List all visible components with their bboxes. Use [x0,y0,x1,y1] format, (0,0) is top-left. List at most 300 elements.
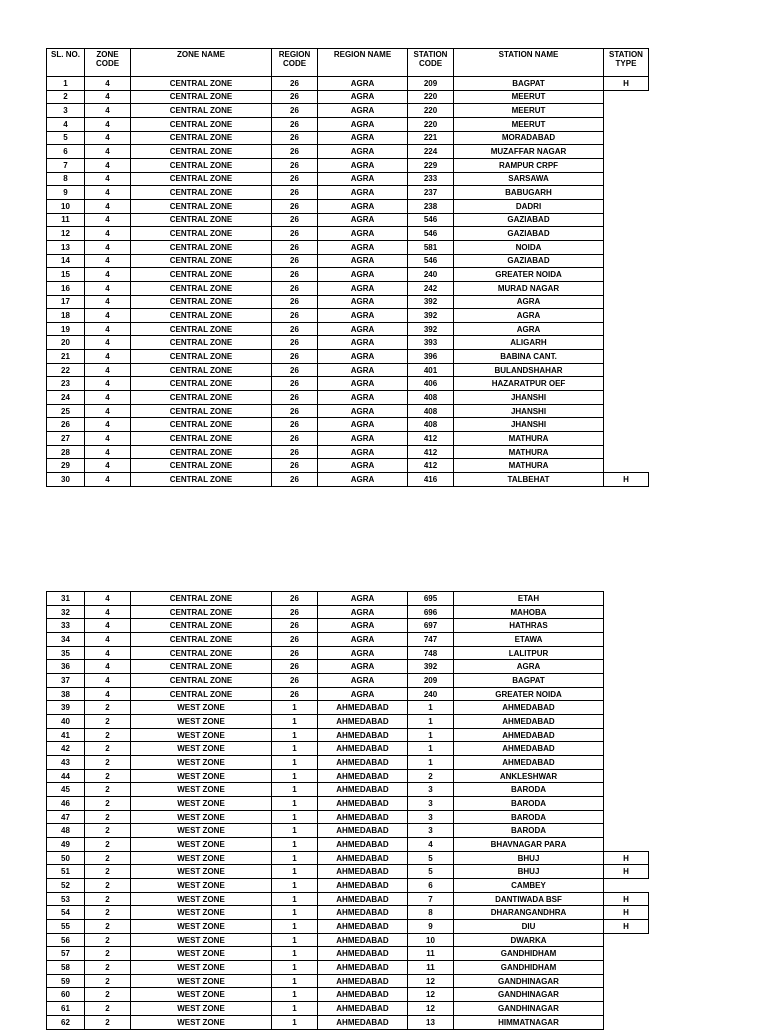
cell-station-type [604,947,649,961]
cell-station-code: 3 [408,810,454,824]
cell-station-code: 10 [408,933,454,947]
cell-region-code: 26 [272,240,318,254]
cell-zone-name: CENTRAL ZONE [131,633,272,647]
cell-region-code: 1 [272,797,318,811]
cell-region-name: AHMEDABAD [318,838,408,852]
cell-station-type [604,728,649,742]
cell-zone-name: WEST ZONE [131,715,272,729]
table-row [47,432,649,446]
cell-region-name: AGRA [318,227,408,241]
table-row [47,199,649,213]
cell-region-code: 26 [272,104,318,118]
cell-station-name: ETAH [454,592,604,606]
cell-station-type [604,350,649,364]
cell-station-code: 8 [408,906,454,920]
cell-region-name: AHMEDABAD [318,879,408,893]
table-row [47,838,649,852]
cell-zone-code: 4 [85,350,131,364]
cell-station-type [604,797,649,811]
cell-sl-no: 23 [47,377,85,391]
cell-region-code: 26 [272,131,318,145]
cell-region-name: AHMEDABAD [318,906,408,920]
cell-station-name: GREATER NOIDA [454,268,604,282]
cell-sl-no: 26 [47,418,85,432]
cell-station-type [604,268,649,282]
table-row [47,445,649,459]
header-station-code: STATION CODE [408,49,454,77]
cell-station-code: 1 [408,715,454,729]
cell-sl-no: 17 [47,295,85,309]
cell-station-code: 401 [408,363,454,377]
header-region-code: REGION CODE [272,49,318,77]
cell-zone-name: CENTRAL ZONE [131,418,272,432]
cell-sl-no: 8 [47,172,85,186]
cell-region-code: 26 [272,418,318,432]
cell-station-type [604,459,649,473]
cell-station-code: 233 [408,172,454,186]
cell-station-name: AHMEDABAD [454,742,604,756]
cell-region-name: AHMEDABAD [318,756,408,770]
cell-region-name: AGRA [318,77,408,91]
cell-station-type [604,701,649,715]
cell-zone-code: 4 [85,281,131,295]
cell-station-type [604,227,649,241]
cell-station-name: BULANDSHAHAR [454,363,604,377]
cell-sl-no: 39 [47,701,85,715]
table-row [47,933,649,947]
cell-region-name: AGRA [318,322,408,336]
cell-zone-name: CENTRAL ZONE [131,268,272,282]
cell-station-code: 12 [408,988,454,1002]
table-row [47,1002,649,1016]
cell-zone-code: 2 [85,810,131,824]
cell-sl-no: 62 [47,1015,85,1029]
cell-station-name: MEERUT [454,117,604,131]
table-row [47,131,649,145]
cell-zone-code: 4 [85,309,131,323]
cell-station-name: MATHURA [454,445,604,459]
cell-region-code: 26 [272,336,318,350]
cell-zone-code: 4 [85,619,131,633]
cell-zone-name: WEST ZONE [131,947,272,961]
cell-region-code: 26 [272,377,318,391]
cell-sl-no: 41 [47,728,85,742]
cell-zone-name: CENTRAL ZONE [131,281,272,295]
cell-station-type [604,117,649,131]
cell-station-name: SARSAWA [454,172,604,186]
cell-station-code: 5 [408,865,454,879]
cell-sl-no: 25 [47,404,85,418]
cell-station-name: MATHURA [454,432,604,446]
table-row [47,974,649,988]
cell-station-name: BAGPAT [454,77,604,91]
cell-station-code: 237 [408,186,454,200]
cell-station-code: 581 [408,240,454,254]
cell-region-code: 26 [272,363,318,377]
table-row [47,350,649,364]
cell-station-code: 393 [408,336,454,350]
cell-zone-code: 4 [85,391,131,405]
table-row [47,756,649,770]
table-row [47,281,649,295]
table-row [47,268,649,282]
table-row [47,674,649,688]
cell-station-code: 392 [408,295,454,309]
cell-station-name: HAZARATPUR OEF [454,377,604,391]
cell-zone-name: CENTRAL ZONE [131,459,272,473]
cell-station-name: AGRA [454,295,604,309]
cell-zone-name: WEST ZONE [131,701,272,715]
cell-sl-no: 19 [47,322,85,336]
cell-station-name: MORADABAD [454,131,604,145]
cell-region-name: AGRA [318,199,408,213]
cell-station-name: MAHOBA [454,605,604,619]
cell-station-type [604,933,649,947]
cell-station-type [604,281,649,295]
table-body-page-1 [47,77,649,487]
cell-region-name: AGRA [318,117,408,131]
cell-station-name: HIMMATNAGAR [454,1015,604,1029]
cell-region-code: 26 [272,254,318,268]
table-row [47,646,649,660]
cell-region-name: AGRA [318,605,408,619]
cell-zone-code: 4 [85,254,131,268]
cell-region-code: 1 [272,1002,318,1016]
cell-station-name: BARODA [454,797,604,811]
table-row [47,851,649,865]
cell-station-code: 416 [408,473,454,487]
cell-sl-no: 16 [47,281,85,295]
cell-sl-no: 11 [47,213,85,227]
header-station-name: STATION NAME [454,49,604,77]
cell-station-code: 240 [408,687,454,701]
cell-zone-code: 4 [85,104,131,118]
cell-station-name: HATHRAS [454,619,604,633]
cell-zone-name: WEST ZONE [131,879,272,893]
cell-region-name: AHMEDABAD [318,865,408,879]
cell-zone-code: 4 [85,646,131,660]
cell-sl-no: 27 [47,432,85,446]
cell-region-name: AGRA [318,336,408,350]
cell-zone-name: CENTRAL ZONE [131,674,272,688]
cell-station-code: 406 [408,377,454,391]
cell-zone-name: WEST ZONE [131,1015,272,1029]
cell-zone-code: 4 [85,186,131,200]
cell-station-name: GANDHIDHAM [454,947,604,961]
cell-zone-name: WEST ZONE [131,756,272,770]
cell-region-name: AGRA [318,131,408,145]
cell-station-name: GANDHIDHAM [454,961,604,975]
cell-region-name: AHMEDABAD [318,769,408,783]
cell-region-code: 26 [272,605,318,619]
cell-region-name: AGRA [318,445,408,459]
cell-sl-no: 9 [47,186,85,200]
cell-region-name: AHMEDABAD [318,988,408,1002]
cell-zone-name: CENTRAL ZONE [131,432,272,446]
cell-station-type [604,1002,649,1016]
cell-sl-no: 4 [47,117,85,131]
table-row [47,961,649,975]
cell-region-code: 26 [272,309,318,323]
cell-zone-code: 2 [85,742,131,756]
cell-region-name: AHMEDABAD [318,961,408,975]
cell-zone-code: 2 [85,947,131,961]
cell-station-type [604,309,649,323]
cell-station-name: DHARANGANDHRA [454,906,604,920]
cell-region-code: 26 [272,199,318,213]
cell-station-code: 12 [408,974,454,988]
cell-station-code: 696 [408,605,454,619]
cell-region-name: AGRA [318,404,408,418]
cell-zone-code: 2 [85,715,131,729]
cell-zone-code: 4 [85,633,131,647]
cell-region-name: AHMEDABAD [318,851,408,865]
cell-sl-no: 20 [47,336,85,350]
cell-zone-code: 2 [85,783,131,797]
cell-sl-no: 22 [47,363,85,377]
cell-station-code: 209 [408,674,454,688]
cell-region-name: AHMEDABAD [318,947,408,961]
cell-station-name: DANTIWADA BSF [454,892,604,906]
cell-station-code: 6 [408,879,454,893]
cell-region-name: AGRA [318,633,408,647]
cell-zone-name: CENTRAL ZONE [131,605,272,619]
cell-station-code: 392 [408,322,454,336]
cell-sl-no: 61 [47,1002,85,1016]
cell-station-code: 546 [408,213,454,227]
cell-region-name: AHMEDABAD [318,715,408,729]
cell-zone-name: CENTRAL ZONE [131,309,272,323]
cell-region-code: 1 [272,933,318,947]
cell-region-name: AHMEDABAD [318,742,408,756]
cell-region-name: AHMEDABAD [318,824,408,838]
table-row [47,377,649,391]
cell-zone-name: CENTRAL ZONE [131,213,272,227]
cell-station-name: GANDHINAGAR [454,1002,604,1016]
cell-zone-code: 2 [85,756,131,770]
cell-region-code: 26 [272,186,318,200]
cell-station-code: 1 [408,756,454,770]
cell-sl-no: 52 [47,879,85,893]
cell-station-code: 408 [408,404,454,418]
table-row [47,633,649,647]
cell-station-code: 408 [408,391,454,405]
table-row [47,879,649,893]
cell-sl-no: 46 [47,797,85,811]
cell-region-code: 26 [272,592,318,606]
cell-sl-no: 59 [47,974,85,988]
cell-zone-name: WEST ZONE [131,988,272,1002]
cell-sl-no: 35 [47,646,85,660]
cell-zone-code: 2 [85,797,131,811]
cell-zone-name: CENTRAL ZONE [131,336,272,350]
cell-station-type [604,254,649,268]
cell-station-name: BARODA [454,783,604,797]
cell-station-code: 546 [408,254,454,268]
cell-zone-name: CENTRAL ZONE [131,90,272,104]
table-row [47,459,649,473]
cell-zone-code: 4 [85,295,131,309]
table-row [47,947,649,961]
cell-station-type: H [604,892,649,906]
cell-zone-name: CENTRAL ZONE [131,473,272,487]
table-row [47,892,649,906]
cell-zone-code: 4 [85,336,131,350]
cell-zone-name: CENTRAL ZONE [131,391,272,405]
table-row [47,172,649,186]
cell-zone-code: 4 [85,377,131,391]
cell-station-code: 13 [408,1015,454,1029]
cell-station-type [604,404,649,418]
cell-region-code: 26 [272,158,318,172]
cell-zone-code: 4 [85,322,131,336]
cell-station-type [604,377,649,391]
cell-zone-code: 2 [85,701,131,715]
cell-sl-no: 44 [47,769,85,783]
cell-station-name: GAZIABAD [454,254,604,268]
cell-zone-name: CENTRAL ZONE [131,131,272,145]
cell-station-type [604,783,649,797]
cell-station-code: 412 [408,432,454,446]
cell-zone-name: CENTRAL ZONE [131,77,272,91]
cell-station-name: NOIDA [454,240,604,254]
cell-zone-code: 2 [85,865,131,879]
cell-region-code: 1 [272,715,318,729]
cell-zone-code: 2 [85,1002,131,1016]
cell-sl-no: 18 [47,309,85,323]
cell-region-name: AHMEDABAD [318,810,408,824]
cell-region-code: 26 [272,646,318,660]
cell-region-code: 26 [272,633,318,647]
cell-region-code: 26 [272,145,318,159]
cell-zone-code: 4 [85,131,131,145]
cell-region-name: AGRA [318,674,408,688]
cell-zone-code: 4 [85,172,131,186]
cell-station-name: LALITPUR [454,646,604,660]
table-row [47,810,649,824]
cell-station-type: H [604,851,649,865]
cell-region-code: 26 [272,90,318,104]
cell-region-name: AGRA [318,254,408,268]
cell-zone-name: WEST ZONE [131,797,272,811]
cell-station-code: 1 [408,701,454,715]
table-body-page-2 [47,592,649,1030]
cell-zone-code: 4 [85,77,131,91]
cell-sl-no: 42 [47,742,85,756]
cell-station-name: TALBEHAT [454,473,604,487]
cell-zone-code: 2 [85,892,131,906]
cell-zone-code: 2 [85,906,131,920]
table-row [47,145,649,159]
cell-station-name: BABINA CANT. [454,350,604,364]
cell-region-code: 1 [272,783,318,797]
cell-zone-code: 2 [85,824,131,838]
cell-region-name: AGRA [318,240,408,254]
cell-station-code: 224 [408,145,454,159]
cell-sl-no: 5 [47,131,85,145]
table-row [47,824,649,838]
cell-region-code: 26 [272,117,318,131]
cell-sl-no: 24 [47,391,85,405]
cell-station-type [604,322,649,336]
cell-sl-no: 54 [47,906,85,920]
cell-station-code: 747 [408,633,454,647]
cell-zone-code: 4 [85,213,131,227]
cell-station-code: 408 [408,418,454,432]
cell-station-name: DIU [454,920,604,934]
cell-region-code: 26 [272,445,318,459]
cell-station-type [604,592,649,606]
cell-region-code: 26 [272,172,318,186]
cell-sl-no: 60 [47,988,85,1002]
table-row [47,295,649,309]
cell-station-code: 2 [408,769,454,783]
cell-region-code: 26 [272,687,318,701]
cell-station-name: MEERUT [454,90,604,104]
cell-station-name: CAMBEY [454,879,604,893]
cell-zone-name: CENTRAL ZONE [131,687,272,701]
cell-station-name: BHUJ [454,851,604,865]
cell-sl-no: 53 [47,892,85,906]
cell-sl-no: 2 [47,90,85,104]
table-row [47,240,649,254]
cell-station-name: GAZIABAD [454,213,604,227]
cell-station-type [604,756,649,770]
table-row [47,158,649,172]
cell-station-type [604,158,649,172]
cell-station-name: DWARKA [454,933,604,947]
cell-region-code: 1 [272,1015,318,1029]
cell-station-type [604,646,649,660]
table-row [47,473,649,487]
table-row [47,336,649,350]
cell-region-name: AGRA [318,660,408,674]
cell-station-type [604,418,649,432]
table-row [47,254,649,268]
cell-zone-name: CENTRAL ZONE [131,254,272,268]
cell-sl-no: 14 [47,254,85,268]
cell-station-code: 220 [408,90,454,104]
cell-station-code: 11 [408,961,454,975]
cell-region-code: 1 [272,838,318,852]
cell-zone-code: 4 [85,459,131,473]
cell-zone-code: 2 [85,974,131,988]
cell-region-code: 1 [272,810,318,824]
cell-zone-name: CENTRAL ZONE [131,445,272,459]
cell-region-code: 1 [272,988,318,1002]
table-row [47,77,649,91]
cell-station-code: 695 [408,592,454,606]
cell-station-type: H [604,77,649,91]
table-row [47,701,649,715]
cell-region-name: AGRA [318,687,408,701]
cell-region-code: 1 [272,879,318,893]
cell-station-name: MURAD NAGAR [454,281,604,295]
cell-sl-no: 56 [47,933,85,947]
cell-sl-no: 40 [47,715,85,729]
cell-sl-no: 48 [47,824,85,838]
cell-region-code: 26 [272,295,318,309]
cell-station-type [604,186,649,200]
cell-station-code: 209 [408,77,454,91]
cell-sl-no: 28 [47,445,85,459]
cell-station-type [604,810,649,824]
cell-zone-code: 4 [85,404,131,418]
cell-region-code: 1 [272,756,318,770]
cell-zone-name: CENTRAL ZONE [131,363,272,377]
cell-region-code: 26 [272,281,318,295]
table-row [47,988,649,1002]
